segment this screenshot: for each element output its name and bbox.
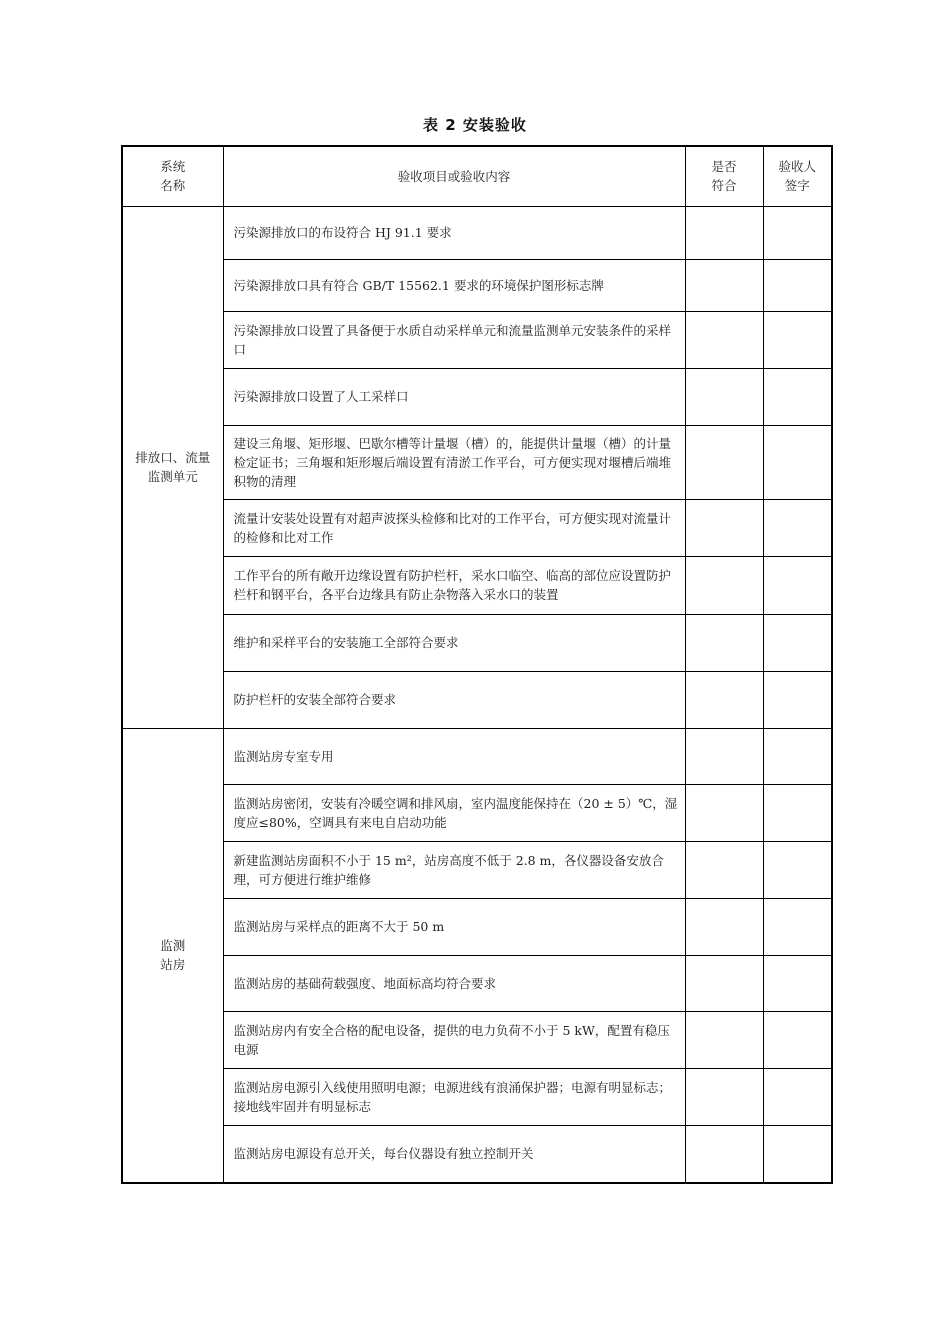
signature-cell[interactable] (763, 1011, 832, 1068)
compliance-cell[interactable] (685, 784, 763, 841)
compliance-cell[interactable] (685, 671, 763, 728)
table-row (122, 614, 832, 671)
table-row (122, 556, 832, 614)
signature-cell[interactable] (763, 955, 832, 1011)
table-row (122, 784, 832, 841)
signature-cell[interactable] (763, 556, 832, 614)
signature-cell[interactable] (763, 728, 832, 784)
signature-cell[interactable] (763, 1125, 832, 1183)
table-row (122, 1125, 832, 1183)
compliance-cell[interactable] (685, 728, 763, 784)
acceptance-item: 监测站房密闭，安装有冷暖空调和排风扇，室内温度能保持在（20 ± 5）℃，湿度应≤80%，空调具有来电自启动功能 (223, 784, 685, 841)
compliance-cell[interactable] (685, 1125, 763, 1183)
acceptance-item: 监测站房的基础荷载强度、地面标高均符合要求 (223, 955, 685, 1011)
signature-cell[interactable] (763, 898, 832, 955)
table-row (122, 898, 832, 955)
header-compliance: 是否 符合 (685, 146, 763, 206)
section-name-outlet-flow: 排放口、流量 监测单元 (122, 206, 223, 728)
acceptance-item: 流量计安装处设置有对超声波探头检修和比对的工作平台，可方便实现对流量计的检修和比对工作 (223, 499, 685, 556)
header-system-name: 系统 名称 (122, 146, 223, 206)
table-row (122, 1068, 832, 1125)
table-row (122, 259, 832, 311)
table-title: 表 2 安装验收 (423, 116, 527, 134)
compliance-cell[interactable] (685, 841, 763, 898)
section-name-station-room: 监测 站房 (122, 728, 223, 1183)
header-signer: 验收人 签字 (763, 146, 832, 206)
acceptance-item: 防护栏杆的安装全部符合要求 (223, 671, 685, 728)
acceptance-item: 维护和采样平台的安装施工全部符合要求 (223, 614, 685, 671)
acceptance-item: 污染源排放口设置了人工采样口 (223, 368, 685, 425)
acceptance-item: 监测站房电源引入线使用照明电源；电源进线有浪涌保护器；电源有明显标志；接地线牢固并有明显标志 (223, 1068, 685, 1125)
compliance-cell[interactable] (685, 1011, 763, 1068)
table-row (122, 728, 832, 784)
signature-cell[interactable] (763, 671, 832, 728)
compliance-cell[interactable] (685, 311, 763, 368)
acceptance-item: 污染源排放口的布设符合 HJ 91.1 要求 (223, 206, 685, 259)
compliance-cell[interactable] (685, 499, 763, 556)
table-header-row (122, 146, 832, 206)
acceptance-item: 建设三角堰、矩形堰、巴歇尔槽等计量堰（槽）的，能提供计量堰（槽）的计量检定证书；三角堰和矩形堰后端设置有清淤工作平台，可方便实现对堰槽后端堆积物的清理 (223, 425, 685, 499)
table-row (122, 955, 832, 1011)
acceptance-item: 工作平台的所有敞开边缘设置有防护栏杆，采水口临空、临高的部位应设置防护栏杆和钢平台，各平台边缘具有防止杂物落入采水口的装置 (223, 556, 685, 614)
compliance-cell[interactable] (685, 898, 763, 955)
signature-cell[interactable] (763, 259, 832, 311)
signature-cell[interactable] (763, 425, 832, 499)
signature-cell[interactable] (763, 368, 832, 425)
acceptance-item: 污染源排放口具有符合 GB/T 15562.1 要求的环境保护图形标志牌 (223, 259, 685, 311)
signature-cell[interactable] (763, 206, 832, 259)
table-row (122, 499, 832, 556)
acceptance-item: 新建监测站房面积不小于 15 m²，站房高度不低于 2.8 m，各仪器设备安放合理，可方便进行维护维修 (223, 841, 685, 898)
signature-cell[interactable] (763, 499, 832, 556)
compliance-cell[interactable] (685, 206, 763, 259)
compliance-cell[interactable] (685, 259, 763, 311)
acceptance-item: 监测站房内有安全合格的配电设备，提供的电力负荷不小于 5 kW，配置有稳压电源 (223, 1011, 685, 1068)
signature-cell[interactable] (763, 1068, 832, 1125)
table-row (122, 425, 832, 499)
compliance-cell[interactable] (685, 1068, 763, 1125)
table-row (122, 311, 832, 368)
signature-cell[interactable] (763, 841, 832, 898)
table-row (122, 841, 832, 898)
acceptance-item: 监测站房电源设有总开关，每台仪器设有独立控制开关 (223, 1125, 685, 1183)
table-row (122, 671, 832, 728)
acceptance-table (121, 145, 833, 1184)
compliance-cell[interactable] (685, 368, 763, 425)
acceptance-item: 污染源排放口设置了具备便于水质自动采样单元和流量监测单元安装条件的采样口 (223, 311, 685, 368)
signature-cell[interactable] (763, 784, 832, 841)
signature-cell[interactable] (763, 311, 832, 368)
compliance-cell[interactable] (685, 614, 763, 671)
table-row (122, 206, 832, 259)
table-row (122, 368, 832, 425)
compliance-cell[interactable] (685, 955, 763, 1011)
acceptance-item: 监测站房专室专用 (223, 728, 685, 784)
compliance-cell[interactable] (685, 425, 763, 499)
acceptance-item: 监测站房与采样点的距离不大于 50 m (223, 898, 685, 955)
table-row (122, 1011, 832, 1068)
signature-cell[interactable] (763, 614, 832, 671)
header-acceptance-content: 验收项目或验收内容 (223, 146, 685, 206)
compliance-cell[interactable] (685, 556, 763, 614)
